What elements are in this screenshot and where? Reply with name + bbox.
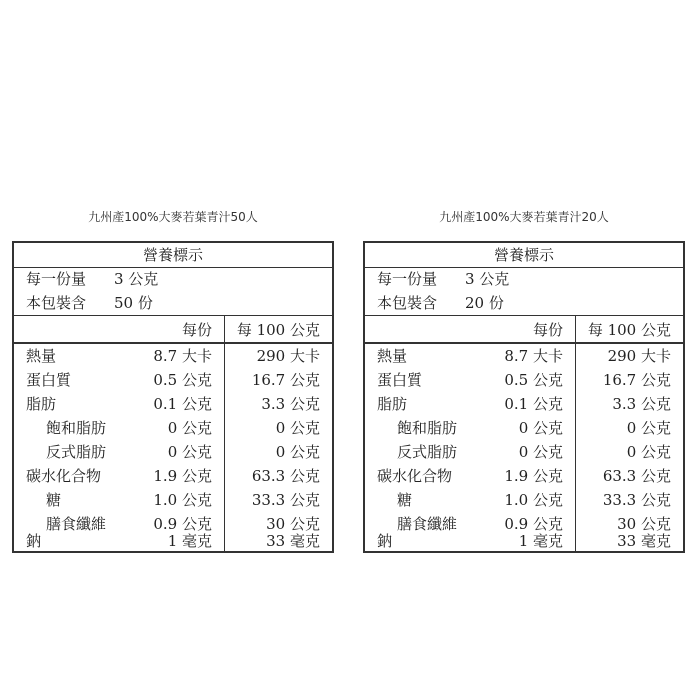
per-100g-value: 63.3 公克: [251, 467, 320, 485]
nutrition-label-50: [12, 241, 334, 553]
divider: [14, 315, 332, 316]
nutrition-title: 營養標示: [14, 243, 332, 268]
per-serving-value: 0.5 公克: [153, 371, 212, 389]
per-100g-value: 63.3 公克: [602, 467, 671, 485]
servings-per-package-value: 50 份: [114, 294, 153, 312]
nutrient-name: 蛋白質: [377, 371, 423, 389]
label-caption-50: 九州產100%大麥若葉青汁50人: [88, 210, 258, 224]
per-serving-value: 1.0 公克: [153, 491, 212, 509]
servings-per-package-label: 本包裝含: [377, 294, 438, 312]
nutrient-row-energy: [14, 344, 332, 368]
nutrient-name: 反式脂肪: [46, 443, 107, 461]
col-per-100g: 每 100 公克: [587, 321, 671, 339]
serving-size-value: 3 公克: [465, 270, 510, 288]
divider: [365, 315, 683, 316]
per-serving-value: 0 公克: [167, 443, 212, 461]
nutrient-name: 糖: [397, 491, 413, 509]
serving-size-label: 每一份量: [377, 270, 438, 288]
nutrient-name: 飽和脂肪: [46, 419, 107, 437]
nutrient-name: 鈉: [377, 532, 393, 550]
servings-per-package-row: [365, 291, 683, 315]
nutrient-row-protein: [14, 368, 332, 392]
per-serving-value: 0 公克: [518, 419, 563, 437]
label-caption-20: 九州產100%大麥若葉青汁20人: [439, 210, 609, 224]
nutrition-title: 營養標示: [365, 243, 683, 268]
col-per-serving: 每份: [181, 321, 212, 339]
nutrient-row-sugar: [365, 488, 683, 512]
nutrient-name: 膳食纖維: [46, 515, 107, 533]
per-100g-value: 33 毫克: [266, 532, 320, 550]
nutrient-name: 熱量: [377, 347, 408, 365]
nutrient-row-saturated-fat: [14, 416, 332, 440]
serving-size-row: [365, 267, 683, 291]
per-100g-value: 0 公克: [626, 419, 671, 437]
per-serving-value: 1 毫克: [167, 532, 212, 550]
per-serving-value: 0.9 公克: [153, 515, 212, 533]
per-100g-value: 0 公克: [626, 443, 671, 461]
servings-per-package-row: [14, 291, 332, 315]
per-serving-value: 0 公克: [518, 443, 563, 461]
nutrition-label-20: [363, 241, 685, 553]
nutrient-name: 脂肪: [377, 395, 408, 413]
nutrient-name: 飽和脂肪: [397, 419, 458, 437]
servings-per-package-value: 20 份: [465, 294, 504, 312]
per-serving-value: 8.7 大卡: [504, 347, 563, 365]
serving-size-row: [14, 267, 332, 291]
col-per-100g: 每 100 公克: [236, 321, 320, 339]
per-serving-value: 1.0 公克: [504, 491, 563, 509]
nutrient-name: 碳水化合物: [26, 467, 102, 485]
per-serving-value: 0.5 公克: [504, 371, 563, 389]
per-100g-value: 33.3 公克: [602, 491, 671, 509]
per-100g-value: 30 公克: [617, 515, 671, 533]
per-serving-value: 0.1 公克: [153, 395, 212, 413]
nutrient-name: 碳水化合物: [377, 467, 453, 485]
nutrient-row-protein: [365, 368, 683, 392]
serving-size-value: 3 公克: [114, 270, 159, 288]
nutrient-row-saturated-fat: [365, 416, 683, 440]
per-100g-value: 16.7 公克: [251, 371, 320, 389]
servings-per-package-label: 本包裝含: [26, 294, 87, 312]
nutrient-row-sugar: [14, 488, 332, 512]
per-100g-value: 0 公克: [275, 443, 320, 461]
per-serving-value: 0 公克: [167, 419, 212, 437]
column-header-row: [14, 318, 332, 342]
nutrient-row-trans-fat: [365, 440, 683, 464]
per-serving-value: 1.9 公克: [504, 467, 563, 485]
nutrient-row-sodium: [365, 529, 683, 553]
nutrient-row-energy: [365, 344, 683, 368]
per-serving-value: 0.9 公克: [504, 515, 563, 533]
serving-size-label: 每一份量: [26, 270, 87, 288]
per-serving-value: 1 毫克: [518, 532, 563, 550]
per-serving-value: 1.9 公克: [153, 467, 212, 485]
nutrient-row-carbohydrate: [14, 464, 332, 488]
nutrient-name: 反式脂肪: [397, 443, 458, 461]
per-100g-value: 33 毫克: [617, 532, 671, 550]
per-100g-value: 30 公克: [266, 515, 320, 533]
nutrient-row-fat: [14, 392, 332, 416]
per-100g-value: 33.3 公克: [251, 491, 320, 509]
nutrient-name: 膳食纖維: [397, 515, 458, 533]
per-100g-value: 3.3 公克: [261, 395, 320, 413]
per-100g-value: 290 大卡: [256, 347, 320, 365]
nutrient-row-carbohydrate: [365, 464, 683, 488]
col-per-serving: 每份: [532, 321, 563, 339]
per-serving-value: 0.1 公克: [504, 395, 563, 413]
per-100g-value: 3.3 公克: [612, 395, 671, 413]
nutrient-row-sodium: [14, 529, 332, 553]
per-100g-value: 290 大卡: [607, 347, 671, 365]
column-header-row: [365, 318, 683, 342]
per-100g-value: 16.7 公克: [602, 371, 671, 389]
per-serving-value: 8.7 大卡: [153, 347, 212, 365]
nutrient-name: 糖: [46, 491, 62, 509]
nutrient-name: 蛋白質: [26, 371, 72, 389]
per-100g-value: 0 公克: [275, 419, 320, 437]
nutrient-name: 鈉: [26, 532, 42, 550]
nutrient-row-fat: [365, 392, 683, 416]
nutrient-row-trans-fat: [14, 440, 332, 464]
nutrient-name: 熱量: [26, 347, 57, 365]
nutrient-name: 脂肪: [26, 395, 57, 413]
